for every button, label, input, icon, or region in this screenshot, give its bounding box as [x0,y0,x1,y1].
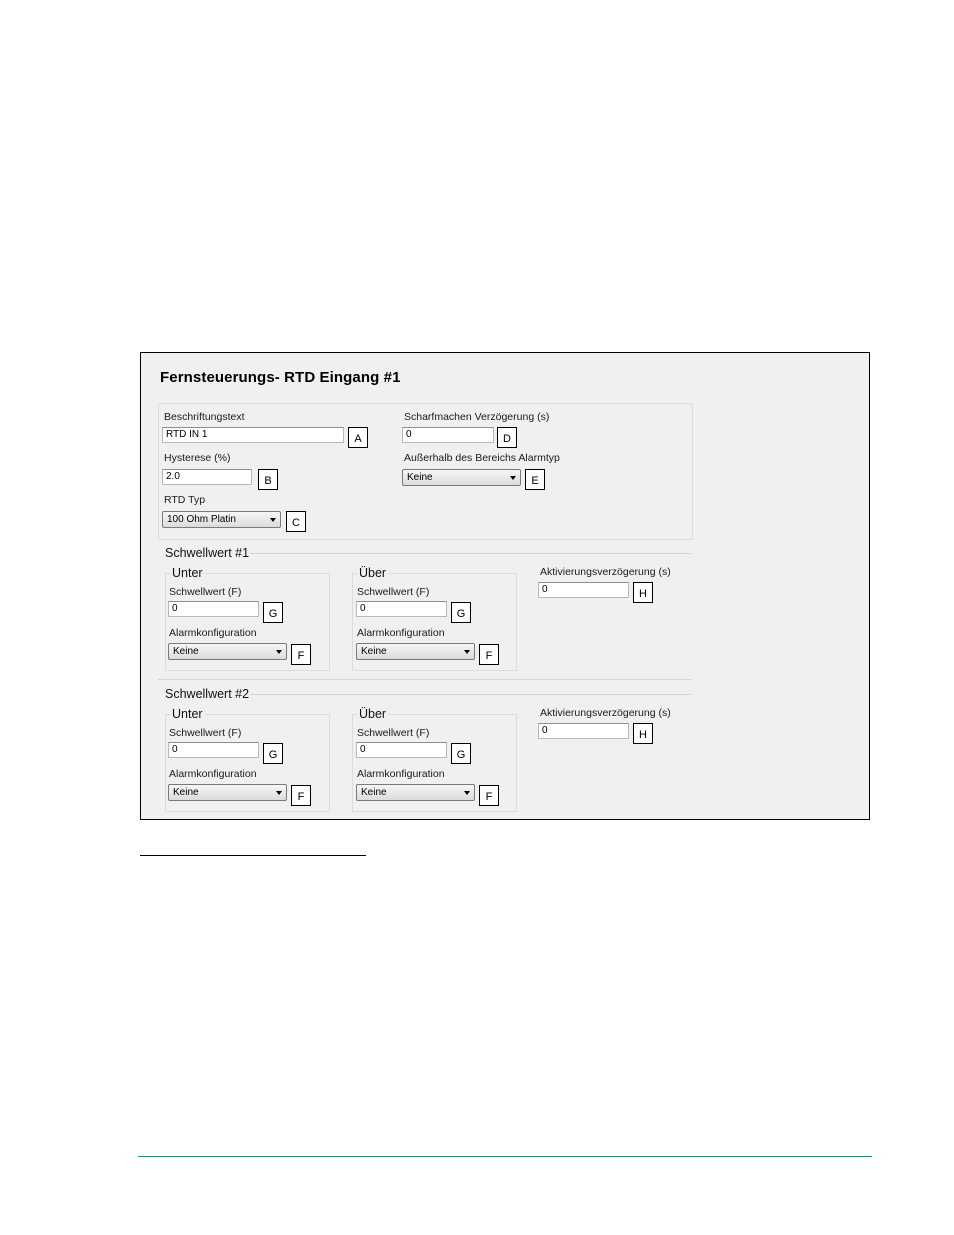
footnote-rule [140,855,366,856]
rtd-typ-value: 100 Ohm Platin [167,514,236,525]
schwellwert1-unter-title: Unter [172,566,203,580]
chevron-down-icon [510,476,516,480]
schwellwert1-unter-alarm-value: Keine [173,646,199,657]
callout-b: B [258,469,278,490]
callout-g: G [451,743,471,764]
schwellwert2-aktivierung-label: Aktivierungsverzögerung (s) [540,707,671,719]
schwellwert1-ueber-alarm-value: Keine [361,646,387,657]
schwellwert2-title: Schwellwert #2 [165,687,250,701]
schwellwert1-unter-alarm-select[interactable] [168,643,287,660]
ausserhalb-select[interactable] [402,469,521,486]
chevron-down-icon [464,650,470,654]
schwellwert1-unter-threshold-label: Schwellwert (F) [169,586,242,598]
schwellwert2-ueber-alarm-select[interactable] [356,784,475,801]
schwellwert2-ueber-title: Über [359,707,387,721]
callout-g: G [451,602,471,623]
chevron-down-icon [270,518,276,522]
scharfmachen-label: Scharfmachen Verzögerung (s) [404,411,550,423]
callout-g: G [263,743,283,764]
schwellwert2-unter-alarm-label: Alarmkonfiguration [169,768,257,780]
schwellwert2-unter-threshold-input[interactable]: 0 [168,742,259,758]
dialog-title: Fernsteuerungs- RTD Eingang #1 [160,369,401,386]
schwellwert1-ueber-alarm-label: Alarmkonfiguration [357,627,445,639]
scharfmachen-input[interactable]: 0 [402,427,494,443]
schwellwert1-unter-threshold-input[interactable]: 0 [168,601,259,617]
rtd-typ-label: RTD Typ [164,494,206,506]
schwellwert1-title: Schwellwert #1 [165,546,250,560]
callout-h: H [633,723,653,744]
ausserhalb-value: Keine [407,472,433,483]
hysterese-label: Hysterese (%) [164,452,231,464]
callout-f: F [479,785,499,806]
chevron-down-icon [276,650,282,654]
callout-c: C [286,511,306,532]
schwellwert2-divider [250,694,691,695]
callout-d: D [497,427,517,448]
schwellwert2-unter-alarm-value: Keine [173,787,199,798]
schwellwert2-unter-title: Unter [172,707,203,721]
rtd-typ-select[interactable] [162,511,281,528]
schwellwert1-ueber-alarm-select[interactable] [356,643,475,660]
page-footer-rule [138,1156,872,1157]
callout-f: F [479,644,499,665]
callout-e: E [525,469,545,490]
ausserhalb-label: Außerhalb des Bereichs Alarmtyp [404,452,560,464]
schwellwert1-bottom-rule [158,679,691,680]
schwellwert1-ueber-threshold-label: Schwellwert (F) [357,586,430,598]
schwellwert1-ueber-title: Über [359,566,387,580]
schwellwert2-ueber-alarm-label: Alarmkonfiguration [357,768,445,780]
chevron-down-icon [464,791,470,795]
schwellwert2-unter-threshold-label: Schwellwert (F) [169,727,242,739]
schwellwert1-aktivierung-label: Aktivierungsverzögerung (s) [540,566,671,578]
schwellwert2-ueber-alarm-value: Keine [361,787,387,798]
schwellwert1-unter-alarm-label: Alarmkonfiguration [169,627,257,639]
schwellwert2-ueber-threshold-input[interactable]: 0 [356,742,447,758]
callout-g: G [263,602,283,623]
schwellwert1-aktivierung-input[interactable]: 0 [538,582,629,598]
schwellwert2-unter-alarm-select[interactable] [168,784,287,801]
hysterese-input[interactable]: 2.0 [162,469,252,485]
schwellwert1-ueber-threshold-input[interactable]: 0 [356,601,447,617]
callout-h: H [633,582,653,603]
callout-a: A [348,427,368,448]
callout-f: F [291,785,311,806]
schwellwert2-aktivierung-input[interactable]: 0 [538,723,629,739]
chevron-down-icon [276,791,282,795]
screenshot-frame [140,352,870,820]
schwellwert2-ueber-threshold-label: Schwellwert (F) [357,727,430,739]
schwellwert1-divider [250,553,691,554]
beschriftung-label: Beschriftungstext [164,411,245,423]
beschriftung-input[interactable]: RTD IN 1 [162,427,344,443]
callout-f: F [291,644,311,665]
